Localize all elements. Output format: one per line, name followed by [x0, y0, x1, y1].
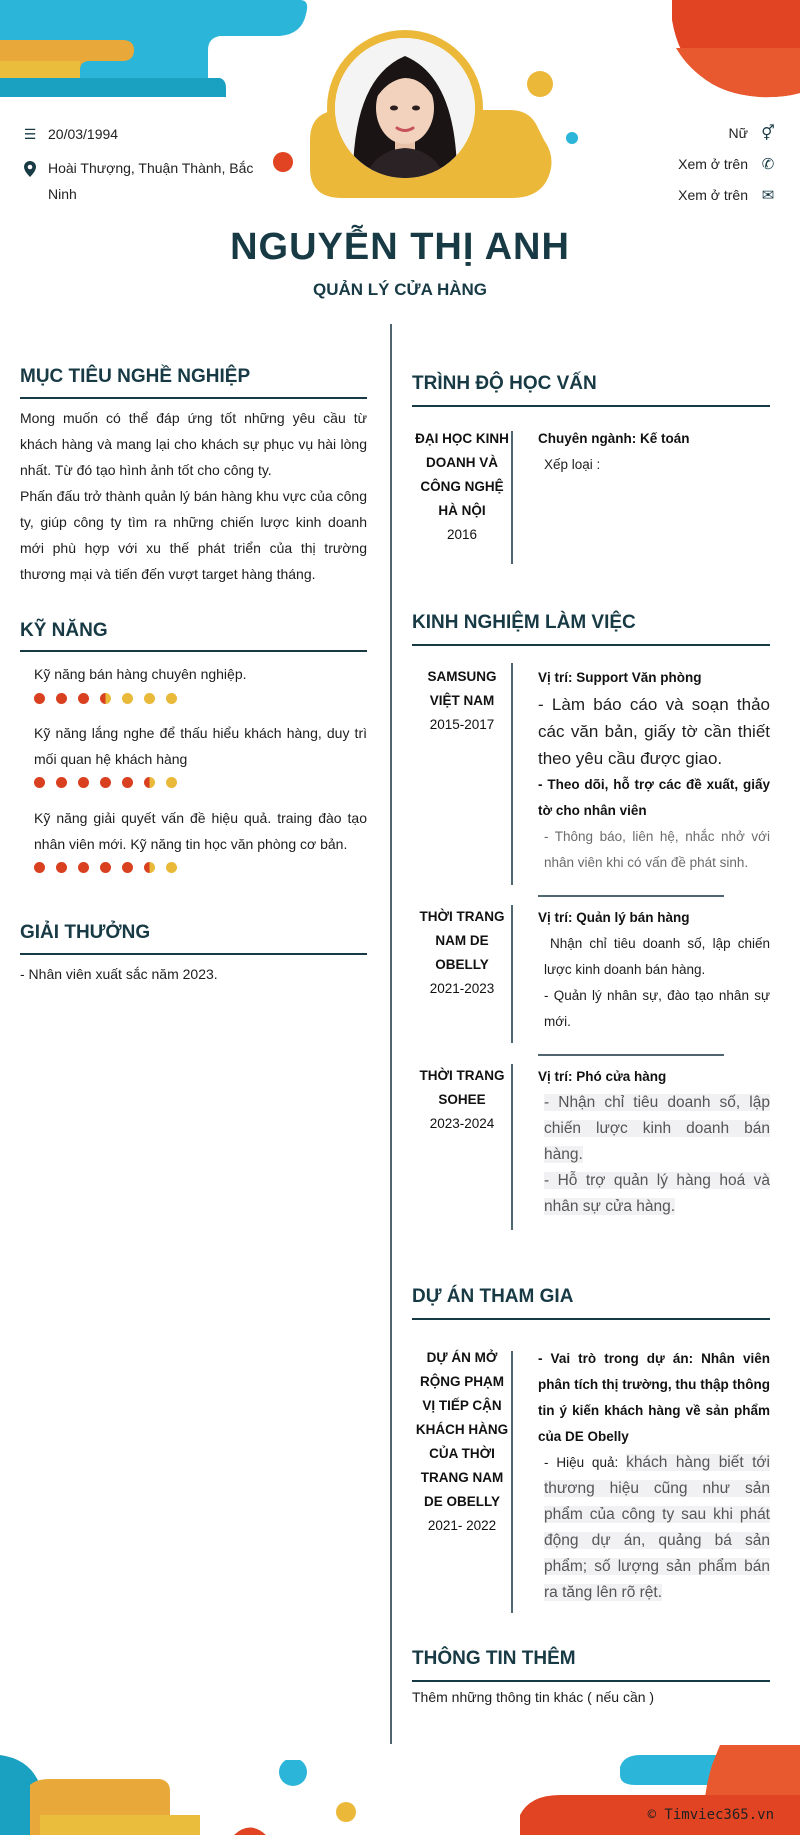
job-3-company-name: THỜI TRANG SOHEE	[419, 1068, 505, 1107]
skill-1-label: Kỹ năng bán hàng chuyên nghiệp.	[34, 666, 247, 682]
rating-dot	[56, 862, 67, 873]
rating-dot	[78, 777, 89, 788]
watermark: © Timviec365.vn	[647, 1807, 774, 1823]
skills-title: KỸ NĂNG	[20, 620, 108, 641]
job-1-company-name: SAMSUNG VIỆT NAM	[427, 669, 497, 708]
birthday-value: 20/03/1994	[48, 126, 119, 142]
phone-icon: ✆	[761, 156, 775, 173]
email-value: Xem ở trên	[678, 187, 748, 203]
skill-3-label: Kỹ năng giải quyết vấn đề hiệu quả. traing đào tạo nhân viên mới. Kỹ năng tin học văn phòng cơ bản.	[34, 810, 367, 852]
job-3-timeline	[511, 1064, 513, 1230]
rating-dot	[78, 862, 89, 873]
job-2-timeline	[511, 905, 513, 1043]
rating-dot	[166, 777, 177, 788]
rating-dot	[122, 862, 133, 873]
header-decoration-right	[672, 0, 800, 100]
job-separator-1	[538, 895, 724, 897]
project-years: 2021- 2022	[427, 1518, 497, 1533]
rating-dot	[166, 693, 177, 704]
job-1-duty-2: - Theo dõi, hỗ trợ các đề xuất, giấy tờ cho nhân viên	[538, 777, 770, 818]
objective-text	[20, 405, 367, 587]
candidate-name: NGUYỄN THỊ ANH	[230, 226, 570, 268]
rating-dot	[144, 777, 155, 788]
rating-dot	[166, 862, 177, 873]
education-timeline	[511, 431, 513, 564]
education-school	[412, 427, 512, 547]
school-name: ĐẠI HỌC KINH DOANH VÀ CÔNG NGHỆ HÀ NỘI	[415, 431, 509, 518]
project-info	[412, 1346, 512, 1538]
avatar-photo	[335, 38, 475, 178]
job-1-company	[412, 665, 512, 737]
email-row	[678, 186, 776, 204]
rating-dot	[34, 862, 45, 873]
job-title: QUẢN LÝ CỬA HÀNG	[312, 280, 488, 299]
experience-rule	[412, 644, 770, 646]
job-3-company	[412, 1064, 512, 1136]
education-major: Chuyên ngành: Kế toán	[538, 431, 690, 446]
experience-title: KINH NGHIỆM LÀM VIỆC	[412, 612, 636, 633]
job-1-timeline	[511, 663, 513, 885]
rating-dot	[56, 693, 67, 704]
project-result-label: - Hiệu quả:	[544, 1455, 619, 1470]
job-3-years: 2023-2024	[429, 1116, 495, 1131]
job-3-details	[538, 1064, 770, 1220]
job-3-duty-2: - Hỗ trợ quản lý hàng hoá và nhân sự cửa hàng.	[544, 1172, 770, 1215]
skills-rule	[20, 650, 367, 652]
project-name: DỰ ÁN MỞ RỘNG PHẠM VỊ TIẾP CẬN KHÁCH HÀNG CỦA THỜI TRANG NAM DE OBELLY	[415, 1350, 509, 1509]
objective-title: MỤC TIÊU NGHỀ NGHIỆP	[20, 366, 251, 387]
job-2-position: Vị trí: Quản lý bán hàng	[538, 910, 690, 925]
phone-value: Xem ở trên	[678, 156, 748, 172]
address-value: Hoài Thượng, Thuận Thành, Bắc Ninh	[48, 160, 254, 202]
awards-text: - Nhân viên xuất sắc năm 2023.	[20, 966, 218, 982]
job-2-duty-2: - Quản lý nhân sự, đào tạo nhân sự mới.	[544, 988, 770, 1029]
skill-1-rating	[34, 693, 177, 704]
projects-title: DỰ ÁN THAM GIA	[412, 1286, 574, 1307]
address-row	[22, 156, 262, 207]
phone-row	[678, 155, 776, 173]
extra-rule	[412, 1680, 770, 1682]
job-separator-2	[538, 1054, 724, 1056]
skill-2-rating	[34, 777, 177, 788]
rating-dot	[144, 693, 155, 704]
job-3-position: Vị trí: Phó cửa hàng	[538, 1069, 667, 1084]
job-2-company-name: THỜI TRANG NAM DE OBELLY	[419, 909, 505, 972]
awards-title: GIẢI THƯỞNG	[20, 922, 151, 943]
projects-rule	[412, 1318, 770, 1320]
rating-dot	[144, 862, 155, 873]
job-1-duty-3: - Thông báo, liên hệ, nhắc nhở với nhân viên khi có vấn đề phát sinh.	[544, 829, 770, 870]
awards-rule	[20, 953, 367, 955]
job-2-years: 2021-2023	[429, 981, 495, 996]
gender-row	[729, 124, 776, 142]
rating-dot	[122, 777, 133, 788]
avatar	[335, 38, 475, 178]
job-3-duty-1: - Nhận chỉ tiêu doanh số, lập chiến lược kinh doanh bán hàng.	[544, 1094, 770, 1163]
rating-dot	[100, 777, 111, 788]
rating-dot	[100, 693, 111, 704]
project-timeline	[511, 1351, 513, 1613]
rating-dot	[122, 693, 133, 704]
education-rank: Xếp loại :	[544, 457, 601, 472]
project-role: - Vai trò trong dự án: Nhân viên phân tích thị trường, thu thập thông tin ý kiến khách hàng về sản phẩm của DE Obelly	[538, 1351, 770, 1444]
location-pin-icon	[22, 161, 38, 177]
job-1-details	[538, 665, 770, 876]
skill-3-rating	[34, 862, 177, 873]
job-2-company	[412, 905, 512, 1001]
project-result-text: khách hàng biết tới thương hiệu cũng như sản phẩm của công ty sau khi phát động dự án, quảng bá sản phẩm; số lượng sản phẩm bán ra tăng lên rõ rệt.	[544, 1454, 770, 1601]
job-2-duty-1: Nhận chỉ tiêu doanh số, lập chiến lược kinh doanh bán hàng.	[544, 936, 770, 977]
column-divider	[390, 324, 392, 1744]
header-decoration-left	[0, 0, 310, 100]
gender-icon: ⚥	[761, 125, 775, 142]
job-2-details	[538, 905, 770, 1035]
job-1-duty-1: - Làm báo cáo và soạn thảo các văn bản, giấy tờ cần thiết theo yêu cầu được giao.	[538, 695, 770, 768]
extra-title: THÔNG TIN THÊM	[412, 1648, 576, 1669]
objective-rule	[20, 397, 367, 399]
rating-dot	[34, 693, 45, 704]
birthday-row	[22, 126, 118, 142]
mail-icon: ✉	[761, 187, 775, 204]
education-title: TRÌNH ĐỘ HỌC VẤN	[412, 373, 597, 394]
footer-decoration-center	[220, 1760, 370, 1835]
education-details	[538, 426, 770, 478]
rating-dot	[100, 862, 111, 873]
skill-2-label: Kỹ năng lắng nghe để thấu hiểu khách hàng, duy trì mối quan hệ khách hàng	[34, 725, 367, 767]
rating-dot	[56, 777, 67, 788]
rating-dot	[34, 777, 45, 788]
education-rule	[412, 405, 770, 407]
cake-icon: ☰	[23, 126, 37, 142]
job-1-years: 2015-2017	[429, 717, 495, 732]
rating-dot	[78, 693, 89, 704]
project-details	[538, 1346, 770, 1606]
job-1-position: Vị trí: Support Văn phòng	[538, 670, 702, 685]
footer-decoration-left	[0, 1745, 200, 1835]
objective-paragraph-2: Phấn đấu trở thành quản lý bán hàng khu vực của công ty, giúp công ty tìm ra những chiến lược kinh doanh mới phù hợp với xu thế phát triển của thị trường thương mại và tiến đến vượt target hàng tháng.	[20, 488, 367, 582]
gender-value: Nữ	[728, 125, 748, 141]
extra-text: Thêm những thông tin khác ( nếu cần )	[412, 1689, 655, 1705]
graduation-year: 2016	[446, 527, 478, 542]
objective-paragraph-1: Mong muốn có thể đáp ứng tốt những yêu cầu từ khách hàng và mang lại cho khách sự phục vụ hài lòng nhất. Từ đó tạo hình ảnh tốt cho công ty.	[20, 410, 367, 478]
